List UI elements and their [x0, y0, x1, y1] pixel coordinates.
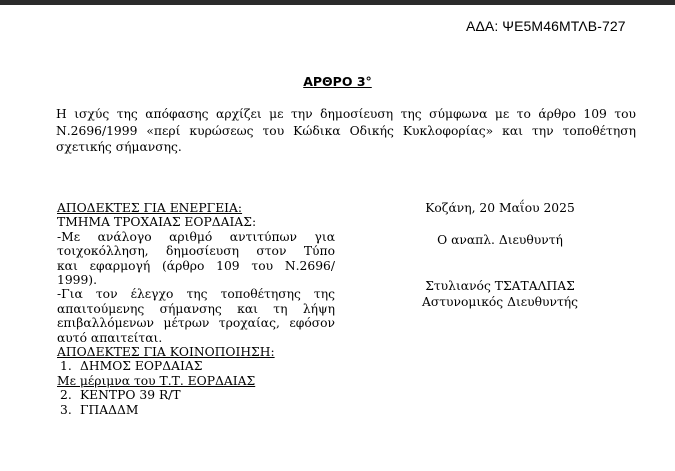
- action-item-line: και εφαρμογή (άρθρο 109 του Ν.2696/: [57, 258, 335, 273]
- recipients-info-heading: ΑΠΟΔΕΚΤΕΣ ΓΙΑ ΚΟΙΝΟΠΟΙΗΣΗ:: [57, 345, 275, 360]
- list-number: 3.: [60, 402, 72, 417]
- action-item-line: -Με ανάλογο αριθμό αντιτύπων για: [57, 229, 335, 244]
- signer-name: Στυλιανός ΤΣΑΤΑΛΠΑΣ: [425, 279, 575, 293]
- list-text: ΓΠΑΔΔΜ: [80, 402, 139, 417]
- top-border: [0, 0, 675, 5]
- recipients-column: [57, 201, 335, 417]
- list-number: 2.: [60, 388, 72, 403]
- paragraph-line: σχετικής σήμανσης.: [56, 140, 182, 154]
- paragraph-line: Ν.2696/1999 «περί κυρώσεως του Κώδικα Οδικής Κυκλοφορίας» και την τοποθέτηση: [56, 123, 636, 138]
- info-list-item: [57, 388, 335, 402]
- signer-rank: Αστυνομικός Διευθυντής: [421, 295, 579, 309]
- action-item-line: τοιχοκόλληση, δημοσίευση στον Τύπο: [57, 244, 335, 259]
- traffic-department: ΤΜΗΜΑ ΤΡΟΧΑΙΑΣ ΕΟΡΔΑΙΑΣ:: [57, 215, 257, 230]
- paragraph-line: Η ισχύς της απόφασης αρχίζει με την δημοσίευση της σύμφωνα με το άρθρο 109 του: [56, 107, 636, 121]
- action-item-line: 1999).: [57, 273, 98, 288]
- ada-code: ΑΔΑ: ΨΕ5Μ46ΜΤΛΒ-727: [466, 18, 626, 34]
- article-paragraph: [56, 106, 636, 156]
- list-number: 1.: [60, 359, 72, 374]
- info-list-item: [57, 359, 335, 373]
- signer-role: Ο αναπλ. Διευθυντή: [437, 233, 563, 247]
- action-item-line: επιβαλλόμενων μέτρων τροχαίας, εφόσον: [57, 316, 335, 331]
- place-date: Κοζάνη, 20 Μαΐου 2025: [425, 201, 575, 215]
- action-item-line: απαιτούμενης σήμανσης και τη λήψη: [57, 301, 335, 316]
- action-item-line: -Για τον έλεγχο της τοποθέτησης της: [57, 287, 335, 302]
- list-text: ΔΗΜΟΣ ΕΟΡΔΑΙΑΣ: [80, 359, 203, 374]
- action-item-line: αυτό απαιτείται.: [57, 330, 163, 345]
- info-list-item: [57, 403, 335, 417]
- info-care-note: Με μέριμνα του Τ.Τ. ΕΟΡΔΑΙΑΣ: [57, 373, 256, 388]
- list-text: ΚΕΝΤΡΟ 39 R/T: [80, 388, 181, 403]
- recipients-action-heading: ΑΠΟΔΕΚΤΕΣ ΓΙΑ ΕΝΕΡΓΕΙΑ:: [57, 201, 243, 215]
- article-title: ΑΡΘΡΟ 3°: [303, 74, 372, 89]
